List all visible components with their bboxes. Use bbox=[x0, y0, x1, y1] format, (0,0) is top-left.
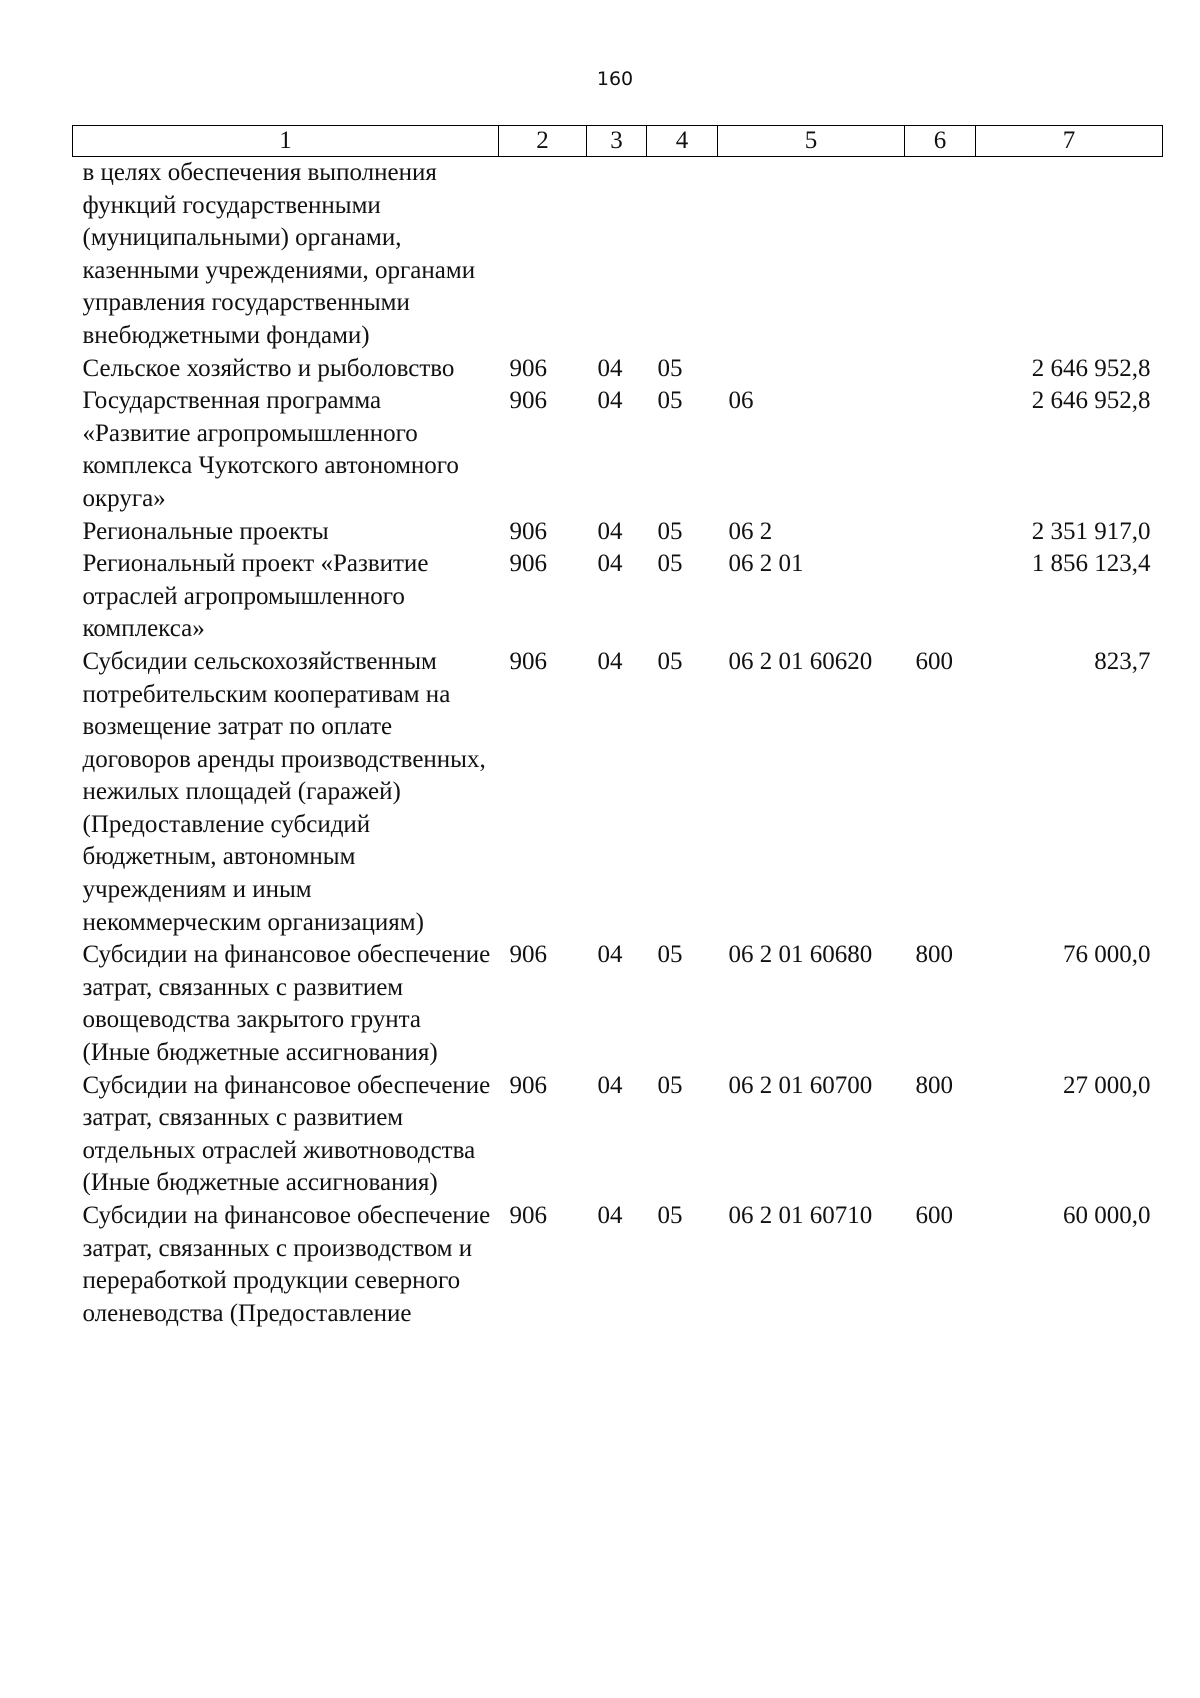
table-row bbox=[73, 548, 1163, 646]
row-name: Региональный проект «Развитие отраслей агропромышленного комплекса» bbox=[82, 550, 429, 643]
row-sum: 823,7 bbox=[1094, 647, 1151, 675]
row-name: Субсидии на финансовое обеспечение затрат, связанных с производством и переработкой продукции северного оленеводства (Предоставление bbox=[82, 1202, 491, 1327]
row-rz: 04 bbox=[597, 1071, 623, 1099]
row-gr: 906 bbox=[509, 941, 547, 969]
row-pr: 05 bbox=[657, 1071, 683, 1099]
row-pr: 05 bbox=[657, 1202, 683, 1229]
row-csr: 06 2 01 60680 bbox=[728, 941, 873, 969]
row-csr: 06 2 01 60700 bbox=[728, 1071, 873, 1099]
header-col-3: 3 bbox=[587, 126, 647, 157]
header-col-1: 1 bbox=[73, 126, 499, 157]
row-sum: 27 000,0 bbox=[1063, 1071, 1151, 1099]
row-gr: 906 bbox=[509, 387, 547, 415]
table-header bbox=[73, 126, 1163, 157]
row-gr: 906 bbox=[509, 517, 547, 545]
row-vr bbox=[905, 548, 976, 646]
row-pr: 05 bbox=[657, 387, 683, 415]
header-row bbox=[73, 126, 1163, 157]
row-gr bbox=[499, 157, 587, 353]
row-pr: 05 bbox=[657, 550, 683, 578]
row-rz bbox=[587, 157, 647, 353]
row-rz: 04 bbox=[597, 941, 623, 969]
row-csr bbox=[718, 157, 905, 353]
table-row bbox=[73, 157, 1163, 353]
row-vr bbox=[905, 157, 976, 353]
table-row bbox=[73, 385, 1163, 515]
row-vr bbox=[905, 385, 976, 515]
row-sum: 2 351 917,0 bbox=[1031, 517, 1151, 545]
row-pr: 05 bbox=[657, 354, 683, 382]
row-csr bbox=[718, 353, 905, 386]
row-sum: 76 000,0 bbox=[1063, 941, 1151, 969]
table-row bbox=[73, 353, 1163, 386]
table-row bbox=[73, 939, 1163, 1069]
row-vr: 800 bbox=[915, 941, 953, 969]
row-name: Сельское хозяйство и рыболовство bbox=[82, 354, 455, 382]
row-gr: 906 bbox=[509, 647, 547, 675]
row-gr: 906 bbox=[509, 354, 547, 382]
header-col-6: 6 bbox=[905, 126, 976, 157]
header-col-4: 4 bbox=[647, 126, 718, 157]
row-name: Государственная программа «Развитие агропромышленного комплекса Чукотского автономного округа» bbox=[82, 387, 459, 512]
row-csr: 06 2 bbox=[728, 517, 773, 545]
header-col-7: 7 bbox=[976, 126, 1163, 157]
table-row bbox=[73, 516, 1163, 549]
row-rz: 04 bbox=[597, 1202, 623, 1229]
row-vr: 600 bbox=[915, 647, 953, 675]
row-csr: 06 bbox=[728, 387, 754, 415]
budget-table bbox=[72, 125, 1163, 1330]
row-rz: 04 bbox=[597, 517, 623, 545]
row-sum: 60 000,0 bbox=[1063, 1202, 1151, 1229]
row-vr: 800 bbox=[915, 1071, 953, 1099]
header-col-5: 5 bbox=[718, 126, 905, 157]
row-rz: 04 bbox=[597, 354, 623, 382]
row-vr: 600 bbox=[915, 1202, 953, 1229]
row-rz: 04 bbox=[597, 387, 623, 415]
table-body bbox=[73, 157, 1163, 1331]
header-col-2: 2 bbox=[499, 126, 587, 157]
table-row bbox=[73, 1070, 1163, 1200]
row-name: в целях обеспечения выполнения функций государственными (муниципальными) органами, казенными учреждениями, органами управления государственными внебюджетными фондами) bbox=[82, 159, 476, 349]
row-name: Субсидии сельскохозяйственным потребительским кооперативам на возмещение затрат по оплате договоров аренды производственных, нежилых площадей (гаражей) (Предоставление субсидий бюджетным, автономным учреждениям и иным некоммерческим организациям) bbox=[82, 647, 486, 936]
row-pr: 05 bbox=[657, 941, 683, 969]
row-sum: 1 856 123,4 bbox=[1031, 550, 1151, 578]
row-name: Субсидии на финансовое обеспечение затрат, связанных с развитием отдельных отраслей животноводства (Иные бюджетные ассигнования) bbox=[82, 1071, 491, 1197]
row-gr: 906 bbox=[509, 1202, 547, 1229]
row-csr: 06 2 01 bbox=[728, 550, 804, 578]
row-rz: 04 bbox=[597, 550, 623, 578]
row-sum: 2 646 952,8 bbox=[1031, 387, 1151, 415]
row-csr: 06 2 01 60710 bbox=[728, 1202, 873, 1229]
row-pr: 05 bbox=[657, 647, 683, 675]
row-sum: 2 646 952,8 bbox=[1031, 354, 1151, 382]
row-vr bbox=[905, 516, 976, 549]
row-gr: 906 bbox=[509, 550, 547, 578]
row-rz: 04 bbox=[597, 647, 623, 675]
row-gr: 906 bbox=[509, 1071, 547, 1099]
page-number: 160 bbox=[596, 68, 634, 90]
table-row bbox=[73, 646, 1163, 939]
row-vr bbox=[905, 353, 976, 386]
table-row bbox=[73, 1200, 1163, 1330]
row-name: Субсидии на финансовое обеспечение затрат, связанных с развитием овощеводства закрытого грунта (Иные бюджетные ассигнования) bbox=[82, 941, 491, 1067]
row-pr: 05 bbox=[657, 517, 683, 545]
row-sum bbox=[976, 157, 1163, 353]
row-csr: 06 2 01 60620 bbox=[728, 647, 873, 675]
row-pr bbox=[647, 157, 718, 353]
row-name: Региональные проекты bbox=[82, 517, 329, 545]
